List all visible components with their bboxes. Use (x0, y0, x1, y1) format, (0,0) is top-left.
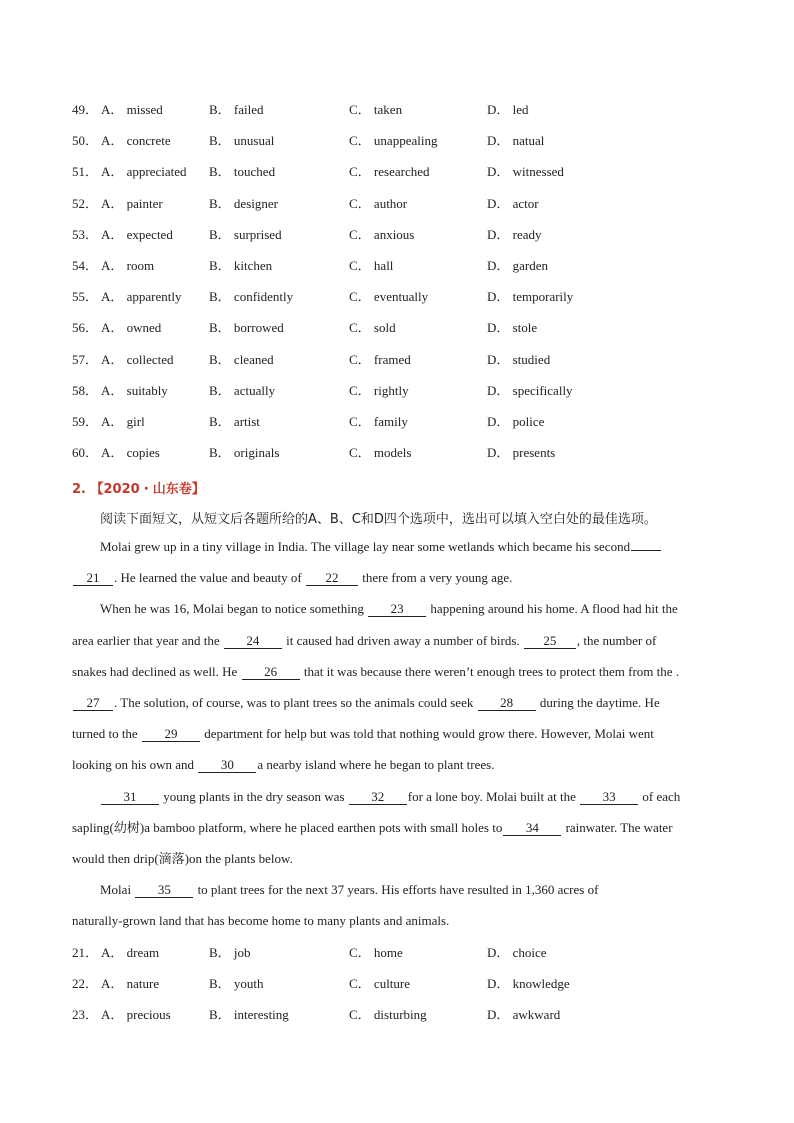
option-d: D． knowledge (487, 976, 570, 992)
blank-32: 32 (349, 790, 407, 805)
question-number: 58． (72, 382, 99, 398)
passage-text: Molai grew up in a tiny village in India. The village lay near some wetlands which became his second (100, 539, 631, 554)
option-row (72, 945, 772, 976)
option-c: C． home (349, 945, 403, 960)
passage-line (72, 695, 727, 726)
passage-text: department for help but was told that nothing would grow there. However, Molai went (204, 726, 654, 742)
option-b: B． youth (209, 976, 264, 992)
passage-line (72, 820, 727, 851)
passage-line (72, 726, 727, 757)
option-c: C． hall (349, 257, 394, 273)
question-number: 52． (72, 195, 99, 211)
option-b: B． touched (209, 164, 276, 180)
passage-text: of each (642, 788, 681, 804)
option-a: A． expected (101, 226, 173, 242)
option-d: D． actor (487, 195, 539, 211)
option-row (72, 133, 772, 164)
option-c: C． author (349, 195, 408, 211)
option-c: C． rightly (349, 382, 409, 398)
passage-line (72, 882, 727, 913)
option-b: B． kitchen (209, 257, 273, 273)
passage-line (72, 913, 727, 944)
passage-text: When he was 16, Molai began to notice something (100, 601, 364, 617)
question-number: 56． (72, 320, 99, 336)
option-d: D． studied (487, 351, 551, 367)
passage-text: , the number of (576, 632, 657, 648)
blank-33: 33 (580, 790, 638, 805)
option-a: A． collected (101, 351, 174, 367)
passage-text: a nearby island where he began to plant trees. (257, 757, 495, 773)
option-a: A． dream (101, 945, 160, 960)
option-b: B． surprised (209, 226, 282, 242)
passage-text: for a lone boy. Molai built at the (407, 788, 576, 804)
passage-text: during the daytime. He (539, 694, 660, 710)
option-d: D． choice (487, 945, 547, 960)
question-number: 49． (72, 102, 99, 117)
options-list-49-60 (72, 102, 772, 476)
option-d: D． awkward (487, 1007, 561, 1023)
option-c: C． family (349, 413, 408, 429)
option-c: C． framed (349, 351, 411, 367)
passage-text: naturally-grown land that has become home to many plants and animals. (72, 913, 450, 929)
question-number: 59． (72, 413, 99, 429)
option-c: C． unappealing (349, 133, 438, 149)
option-a: A． apparently (101, 289, 182, 305)
passage-text: to plant trees for the next 37 years. His efforts have resulted in 1,360 acres of (197, 882, 599, 898)
option-d: D． ready (487, 226, 542, 242)
option-row (72, 196, 772, 227)
question-number: 57． (72, 351, 99, 367)
options-list-21-23 (72, 945, 772, 1039)
option-c: C． taken (349, 102, 403, 117)
question-number: 22． (72, 976, 99, 992)
passage-line (72, 757, 727, 788)
blank-22: 22 (306, 571, 358, 586)
question-number: 50． (72, 133, 99, 149)
option-row (72, 258, 772, 289)
option-d: D． police (487, 413, 545, 429)
passage-line (72, 851, 727, 882)
option-d: D． led (487, 102, 529, 117)
option-a: A． copies (101, 445, 160, 461)
option-a: A． appreciated (101, 164, 187, 180)
blank-34: 34 (503, 821, 561, 836)
passage-line (72, 539, 727, 570)
passage-text: would then drip(滴落)on the plants below. (72, 850, 293, 866)
question-number: 21． (72, 945, 99, 960)
blank (631, 550, 661, 551)
option-c: C． researched (349, 164, 430, 180)
passage-text: turned to the (72, 726, 138, 742)
option-b: B． interesting (209, 1007, 289, 1023)
option-row (72, 383, 772, 414)
blank-21: 21 (73, 571, 113, 586)
blank-35: 35 (135, 883, 193, 898)
option-row (72, 164, 772, 195)
passage-line (72, 601, 727, 632)
blank-23: 23 (368, 602, 426, 617)
option-d: D． presents (487, 445, 556, 461)
option-c: C． sold (349, 320, 396, 336)
option-row (72, 1007, 772, 1038)
question-number: 60． (72, 445, 99, 461)
option-d: D． natual (487, 133, 545, 149)
option-b: B． cleaned (209, 351, 274, 367)
passage-text: snakes had declined as well. He (72, 663, 238, 679)
passage-line (72, 664, 727, 695)
question-number: 23． (72, 1007, 99, 1023)
cloze-passage (72, 539, 727, 944)
option-b: B． failed (209, 102, 264, 117)
question-number: 54． (72, 257, 99, 273)
option-a: A． missed (101, 102, 163, 117)
question-number: 53． (72, 226, 99, 242)
question-number: 51． (72, 164, 99, 180)
option-row (72, 320, 772, 351)
option-row (72, 102, 772, 133)
option-b: B． designer (209, 195, 278, 211)
option-c: C． eventually (349, 289, 429, 305)
passage-text: young plants in the dry season was (163, 788, 345, 804)
blank-24: 24 (224, 634, 282, 649)
option-a: A． painter (101, 195, 163, 211)
option-row (72, 289, 772, 320)
option-d: D． stole (487, 320, 538, 336)
blank-30: 30 (198, 758, 256, 773)
passage-text: . He learned the value and beauty of (114, 570, 302, 586)
option-a: A． owned (101, 320, 162, 336)
option-row (72, 227, 772, 258)
option-a: A． precious (101, 1007, 171, 1023)
option-a: A． suitably (101, 382, 168, 398)
option-c: C． disturbing (349, 1007, 427, 1023)
option-d: D． garden (487, 257, 549, 273)
section-heading: 2. 【2020・山东卷】 (72, 482, 205, 497)
option-b: B． artist (209, 413, 260, 429)
blank-28: 28 (478, 696, 536, 711)
passage-text: it caused had driven away a number of birds. (286, 632, 520, 648)
option-d: D． temporarily (487, 289, 574, 305)
passage-text: sapling(幼树)a bamboo platform, where he placed earthen pots with small holes to (72, 819, 503, 835)
passage-text: there from a very young age. (362, 570, 513, 586)
option-b: B． originals (209, 445, 280, 461)
passage-text: area earlier that year and the (72, 632, 220, 648)
passage-text: rainwater. The water (565, 819, 673, 835)
passage-text: Molai (100, 882, 132, 898)
blank-26: 26 (242, 665, 300, 680)
option-a: A． concrete (101, 133, 171, 149)
option-b: B． job (209, 945, 251, 960)
passage-text: that it was because there weren’t enough trees to protect them from the (303, 663, 673, 679)
section-instruction: 阅读下面短文，从短文后各题所给的A、B、C和D四个选项中，选出可以填入空白处的最佳选项。 (100, 512, 657, 527)
blank-29: 29 (142, 727, 200, 742)
passage-line (72, 633, 727, 664)
passage-line (72, 789, 727, 820)
option-a: A． girl (101, 413, 145, 429)
option-c: C． anxious (349, 226, 415, 242)
passage-text: . (675, 663, 680, 679)
passage-line (72, 570, 727, 601)
option-row (72, 352, 772, 383)
option-row (72, 445, 772, 476)
option-d: D． specifically (487, 382, 573, 398)
option-b: B． unusual (209, 133, 275, 149)
passage-text: . The solution, of course, was to plant trees so the animals could seek (114, 694, 474, 710)
question-number: 55． (72, 289, 99, 305)
blank-25: 25 (524, 634, 576, 649)
option-d: D． witnessed (487, 164, 564, 180)
option-row (72, 414, 772, 445)
blank-27: 27 (73, 696, 113, 711)
option-b: B． actually (209, 382, 276, 398)
option-c: C． culture (349, 976, 411, 992)
passage-text: looking on his own and (72, 757, 195, 773)
option-b: B． confidently (209, 289, 294, 305)
option-b: B． borrowed (209, 320, 284, 336)
option-row (72, 976, 772, 1007)
option-a: A． room (101, 257, 155, 273)
option-a: A． nature (101, 976, 160, 992)
blank-31: 31 (101, 790, 159, 805)
passage-text: happening around his home. A flood had hit the (430, 601, 678, 617)
option-c: C． models (349, 445, 412, 461)
